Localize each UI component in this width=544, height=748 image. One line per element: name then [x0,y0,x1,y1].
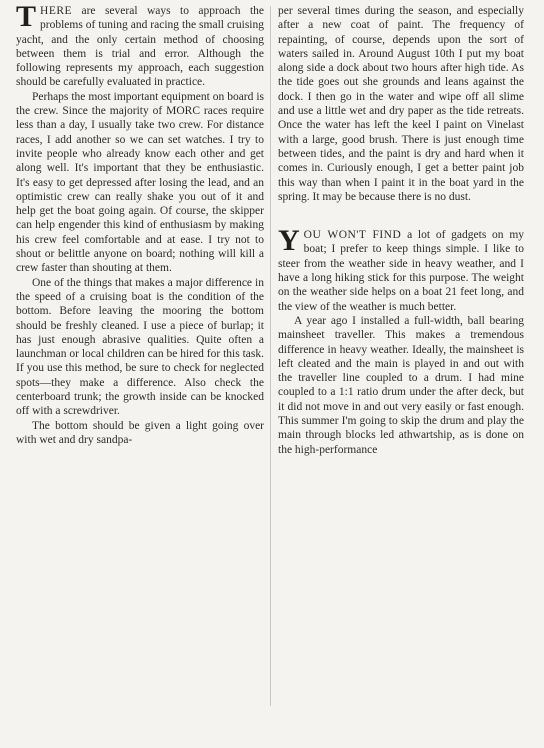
crew-paragraph: Perhaps the most important equipment on board is the crew. Since the majority of MORC races require less than a day, I usually take two crew. For distance races, I add another so we can set watches. I try to invite people who already know each other and get along well. It's important that they be enthusiastic. It's easy to get depressed after losing the lead, and an optimistic crew can really shake you out of it and help get the boat going again. Of course, the skipper can help engender this kind of enthusiasm by making his crew feel comfortable and at ease. I try not to shout or belittle anyone on board; nothing will kill a crew faster than shouting at them. [16,90,264,275]
drop-cap-y: Y [278,224,300,258]
intro-text: are several ways to approach the problems of tuning and racing the small cruising yacht, and the only certain method of choosing between them is trial and error. Although the following represents my approach, each suggestion should be carefully evaluated in practice. [16,5,265,89]
repainting-paragraph: per several times during the season, and especially after a new coat of paint. The frequency of repainting, of course, depends upon the sort of waters sailed in. Around August 10th I put my boat along side a dock about two hours after high tide. As the tide goes out she grounds and leans against the dock. I then go in the water and wipe off all slime and use a little wet and dry paper as the tide retreats. Once the water has left the keel I paint on Vinelast with a large, good brush. There is just enough time between tides, and the paint is dry and hard when it comes in. Curiously enough, I get a better paint job this way than when I paint it in the boat yard in the spring. It may be because there is no dust. [278,5,524,203]
right-column [278,4,524,457]
gadgets-paragraph [278,224,525,314]
gadgets-text: a lot of gadgets on my boat; I prefer to keep things simple. I like to steer from the weather side in heavy weather, and I have a long hiking stick for this purpose. The weight on the weather side helps on a boat 21 feet long, and the view of the weather is much better. [278,229,525,313]
sanding-paragraph: The bottom should be given a light going over with wet and dry sandpa- [16,419,264,446]
lead-in: HERE [40,5,73,17]
bottom-condition-paragraph: One of the things that makes a major difference in the speed of a cruising boat is the condition of the bottom. Before leaving the mooring the bottom should be freshly cleaned. I use a piece of burlap; it has just enough abrasive qualities. Quite often a launchman or local children can be hired for this task. If you use this method, be sure to check for neglected spots—they make a difference. Also check the centerboard trunk; the growth inside can be knocked off with a screwdriver. [16,276,264,418]
left-column [16,0,265,447]
drop-cap: T [16,0,37,33]
intro-paragraph [16,0,265,90]
gadgets-lead-in: OU WON'T FIND [303,229,402,242]
traveller-paragraph: A year ago I installed a full-width, ball bearing mainsheet traveller. This makes a tremendous difference in heavy weather. Ideally, the mainsheet is left cleated and the main is played in and out with the traveller line coupled to a drum. I had mine coupled to a 1:1 ratio drum under the after deck, but it did not move in and out very easily or fast enough. This summer I'm going to skip the drum and play the main through blocks led athwartship, as is done on the high-performance [278,314,524,456]
column-divider [270,6,271,706]
